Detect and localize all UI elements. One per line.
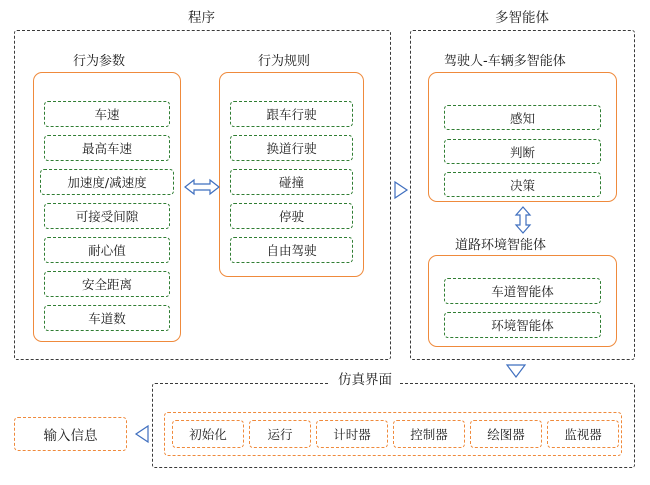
agent-item[interactable]: 决策	[444, 172, 601, 197]
arrow-simulation-to-input	[134, 424, 150, 444]
box-behavior-rules-title: 行为规则	[251, 50, 317, 69]
arrow-program-to-multiagent	[393, 180, 409, 200]
rule-item[interactable]: 停驶	[230, 203, 353, 229]
param-item[interactable]: 安全距离	[44, 271, 170, 297]
param-item[interactable]: 车道数	[44, 305, 170, 331]
simulation-item[interactable]: 监视器	[547, 420, 619, 448]
agent-item[interactable]: 感知	[444, 105, 601, 130]
simulation-item[interactable]: 绘图器	[470, 420, 542, 448]
rule-item[interactable]: 自由驾驶	[230, 237, 353, 263]
box-driver-vehicle-agent-title: 驾驶人-车辆多智能体	[437, 50, 573, 69]
rule-item[interactable]: 跟车行驶	[230, 101, 353, 127]
param-item[interactable]: 车速	[44, 101, 170, 127]
group-simulation-title: 仿真界面	[330, 368, 400, 388]
input-info-box[interactable]: 输入信息	[14, 417, 127, 451]
group-multiagent-title: 多智能体	[487, 6, 557, 26]
simulation-item[interactable]: 控制器	[393, 420, 465, 448]
param-item[interactable]: 最高车速	[44, 135, 170, 161]
simulation-item[interactable]: 计时器	[316, 420, 388, 448]
arrow-multiagent-to-simulation	[505, 363, 527, 379]
environment-item[interactable]: 环境智能体	[444, 312, 601, 338]
simulation-item[interactable]: 运行	[249, 420, 311, 448]
rule-item[interactable]: 换道行驶	[230, 135, 353, 161]
simulation-item[interactable]: 初始化	[172, 420, 244, 448]
agent-item[interactable]: 判断	[444, 139, 601, 164]
param-item[interactable]: 耐心值	[44, 237, 170, 263]
rule-item[interactable]: 碰撞	[230, 169, 353, 195]
environment-item[interactable]: 车道智能体	[444, 278, 601, 304]
box-road-environment-agent-title: 道路环境智能体	[448, 234, 553, 253]
arrow-agent-environment	[512, 205, 534, 235]
group-program-title: 程序	[180, 6, 223, 26]
arrow-params-rules	[182, 176, 222, 198]
param-item[interactable]: 加速度/减速度	[40, 169, 174, 195]
param-item[interactable]: 可接受间隙	[44, 203, 170, 229]
box-behavior-params-title: 行为参数	[66, 50, 132, 69]
